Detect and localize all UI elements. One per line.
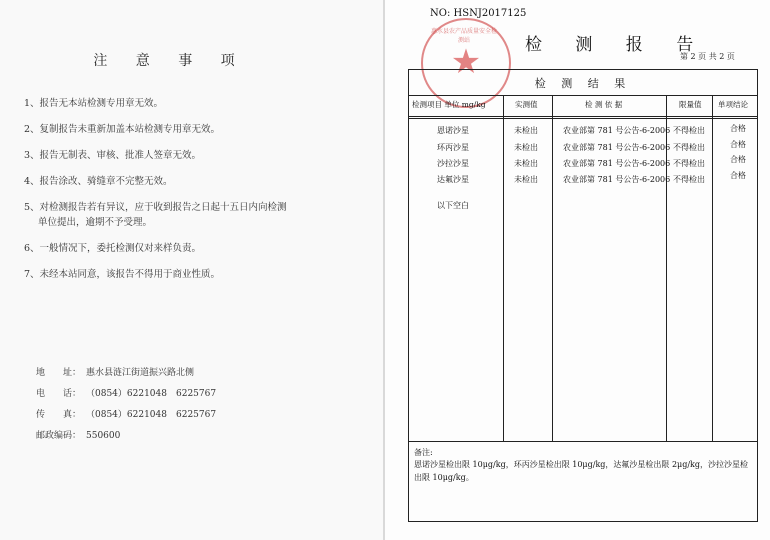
- page-gutter: [383, 0, 385, 540]
- phone-label: 电 话：: [36, 389, 82, 399]
- cell-item: 环丙沙星: [437, 143, 469, 152]
- page-number: 第 2 页 共 2 页: [680, 52, 735, 61]
- notice-item: 7、未经本站同意，该报告不得用于商业性质。: [24, 269, 221, 280]
- cell-basis: 农业部第 781 号公告-6-2006: [563, 126, 671, 135]
- notice-item: [24, 200, 344, 230]
- header-basis: 检 测 依 据: [585, 100, 623, 109]
- cell-measured: 未检出: [514, 175, 538, 184]
- notice-list: [24, 96, 344, 293]
- results-table-frame: [408, 69, 758, 522]
- column-divider: [503, 95, 504, 441]
- notice-title: 注 意 事 项: [93, 53, 247, 69]
- cell-measured: 未检出: [514, 159, 538, 168]
- table-rule: [408, 118, 758, 119]
- table-rule: [408, 116, 758, 117]
- notice-item-continuation: 单位提出，逾期不予受理。: [38, 217, 153, 228]
- table-rule: [408, 95, 758, 96]
- column-divider: [552, 95, 553, 441]
- results-title: 检 测 结 果: [534, 77, 632, 90]
- notice-item-line: 5、对检测报告若有异议，应于收到报告之日起十五日内向检测: [24, 202, 287, 213]
- contact-block: [36, 366, 216, 450]
- cell-conclusion: 合格: [730, 124, 746, 133]
- cell-basis: 农业部第 781 号公告-6-2006: [563, 143, 671, 152]
- cell-limit: 不得检出: [673, 175, 705, 184]
- phone-value: （0854）6221048 6225767: [86, 389, 217, 399]
- table-rule: [408, 441, 758, 442]
- fax-row: [36, 408, 216, 429]
- cell-item: 恩诺沙星: [437, 126, 469, 135]
- fax-label: 传 真：: [36, 410, 82, 420]
- cell-limit: 不得检出: [673, 159, 705, 168]
- report-number: NO: HSNJ2017125: [430, 8, 527, 19]
- cell-measured: 未检出: [514, 126, 538, 135]
- notice-item: 3、报告无制表、审核、批准人签章无效。: [24, 150, 202, 161]
- header-limit: 限量值: [679, 100, 702, 109]
- column-divider: [712, 95, 713, 441]
- address-label: 地 址：: [36, 368, 82, 378]
- cell-item: 沙拉沙星: [437, 159, 469, 168]
- address-value: 惠水县涟江街道振兴路北侧: [86, 368, 195, 378]
- notice-item: 1、报告无本站检测专用章无效。: [24, 98, 164, 109]
- remark-text: 恩诺沙星检出限 10μg/kg，环丙沙星检出限 10μg/kg，达氟沙星检出限 2μg/kg，沙拉沙星检出限 10μg/kg。: [414, 460, 749, 482]
- notice-item: 6、一般情况下，委托检测仅对来样负责。: [24, 243, 202, 254]
- notice-item: 2、复制报告未重新加盖本站检测专用章无效。: [24, 124, 221, 135]
- postcode-row: [36, 429, 216, 450]
- postcode-value: 550600: [86, 431, 121, 441]
- seal-star-icon: ★: [450, 42, 482, 82]
- cell-item: 达氟沙星: [437, 175, 469, 184]
- report-title: 检 测 报 告: [525, 35, 708, 55]
- remark-label: 备注:: [414, 448, 433, 457]
- address-row: [36, 366, 216, 387]
- phone-row: [36, 387, 216, 408]
- postcode-label: 邮政编码：: [36, 431, 82, 441]
- cell-limit: 不得检出: [673, 143, 705, 152]
- blank-note: 以下空白: [437, 201, 469, 210]
- cell-basis: 农业部第 781 号公告-6-2006: [563, 175, 671, 184]
- cell-limit: 不得检出: [673, 126, 705, 135]
- cell-conclusion: 合格: [730, 155, 746, 164]
- seal-text: 惠水县农产品质量安全检测站: [430, 28, 497, 44]
- cell-measured: 未检出: [514, 143, 538, 152]
- cell-conclusion: 合格: [730, 140, 746, 149]
- header-conclusion: 单项结论: [718, 100, 748, 109]
- header-item: 检测项目 单位 mg/kg: [412, 100, 486, 109]
- notice-item: 4、报告涂改、骑缝章不完整无效。: [24, 176, 173, 187]
- fax-value: （0854）6221048 6225767: [86, 410, 217, 420]
- cell-conclusion: 合格: [730, 171, 746, 180]
- header-measured: 实测值: [515, 100, 538, 109]
- cell-basis: 农业部第 781 号公告-6-2006: [563, 159, 671, 168]
